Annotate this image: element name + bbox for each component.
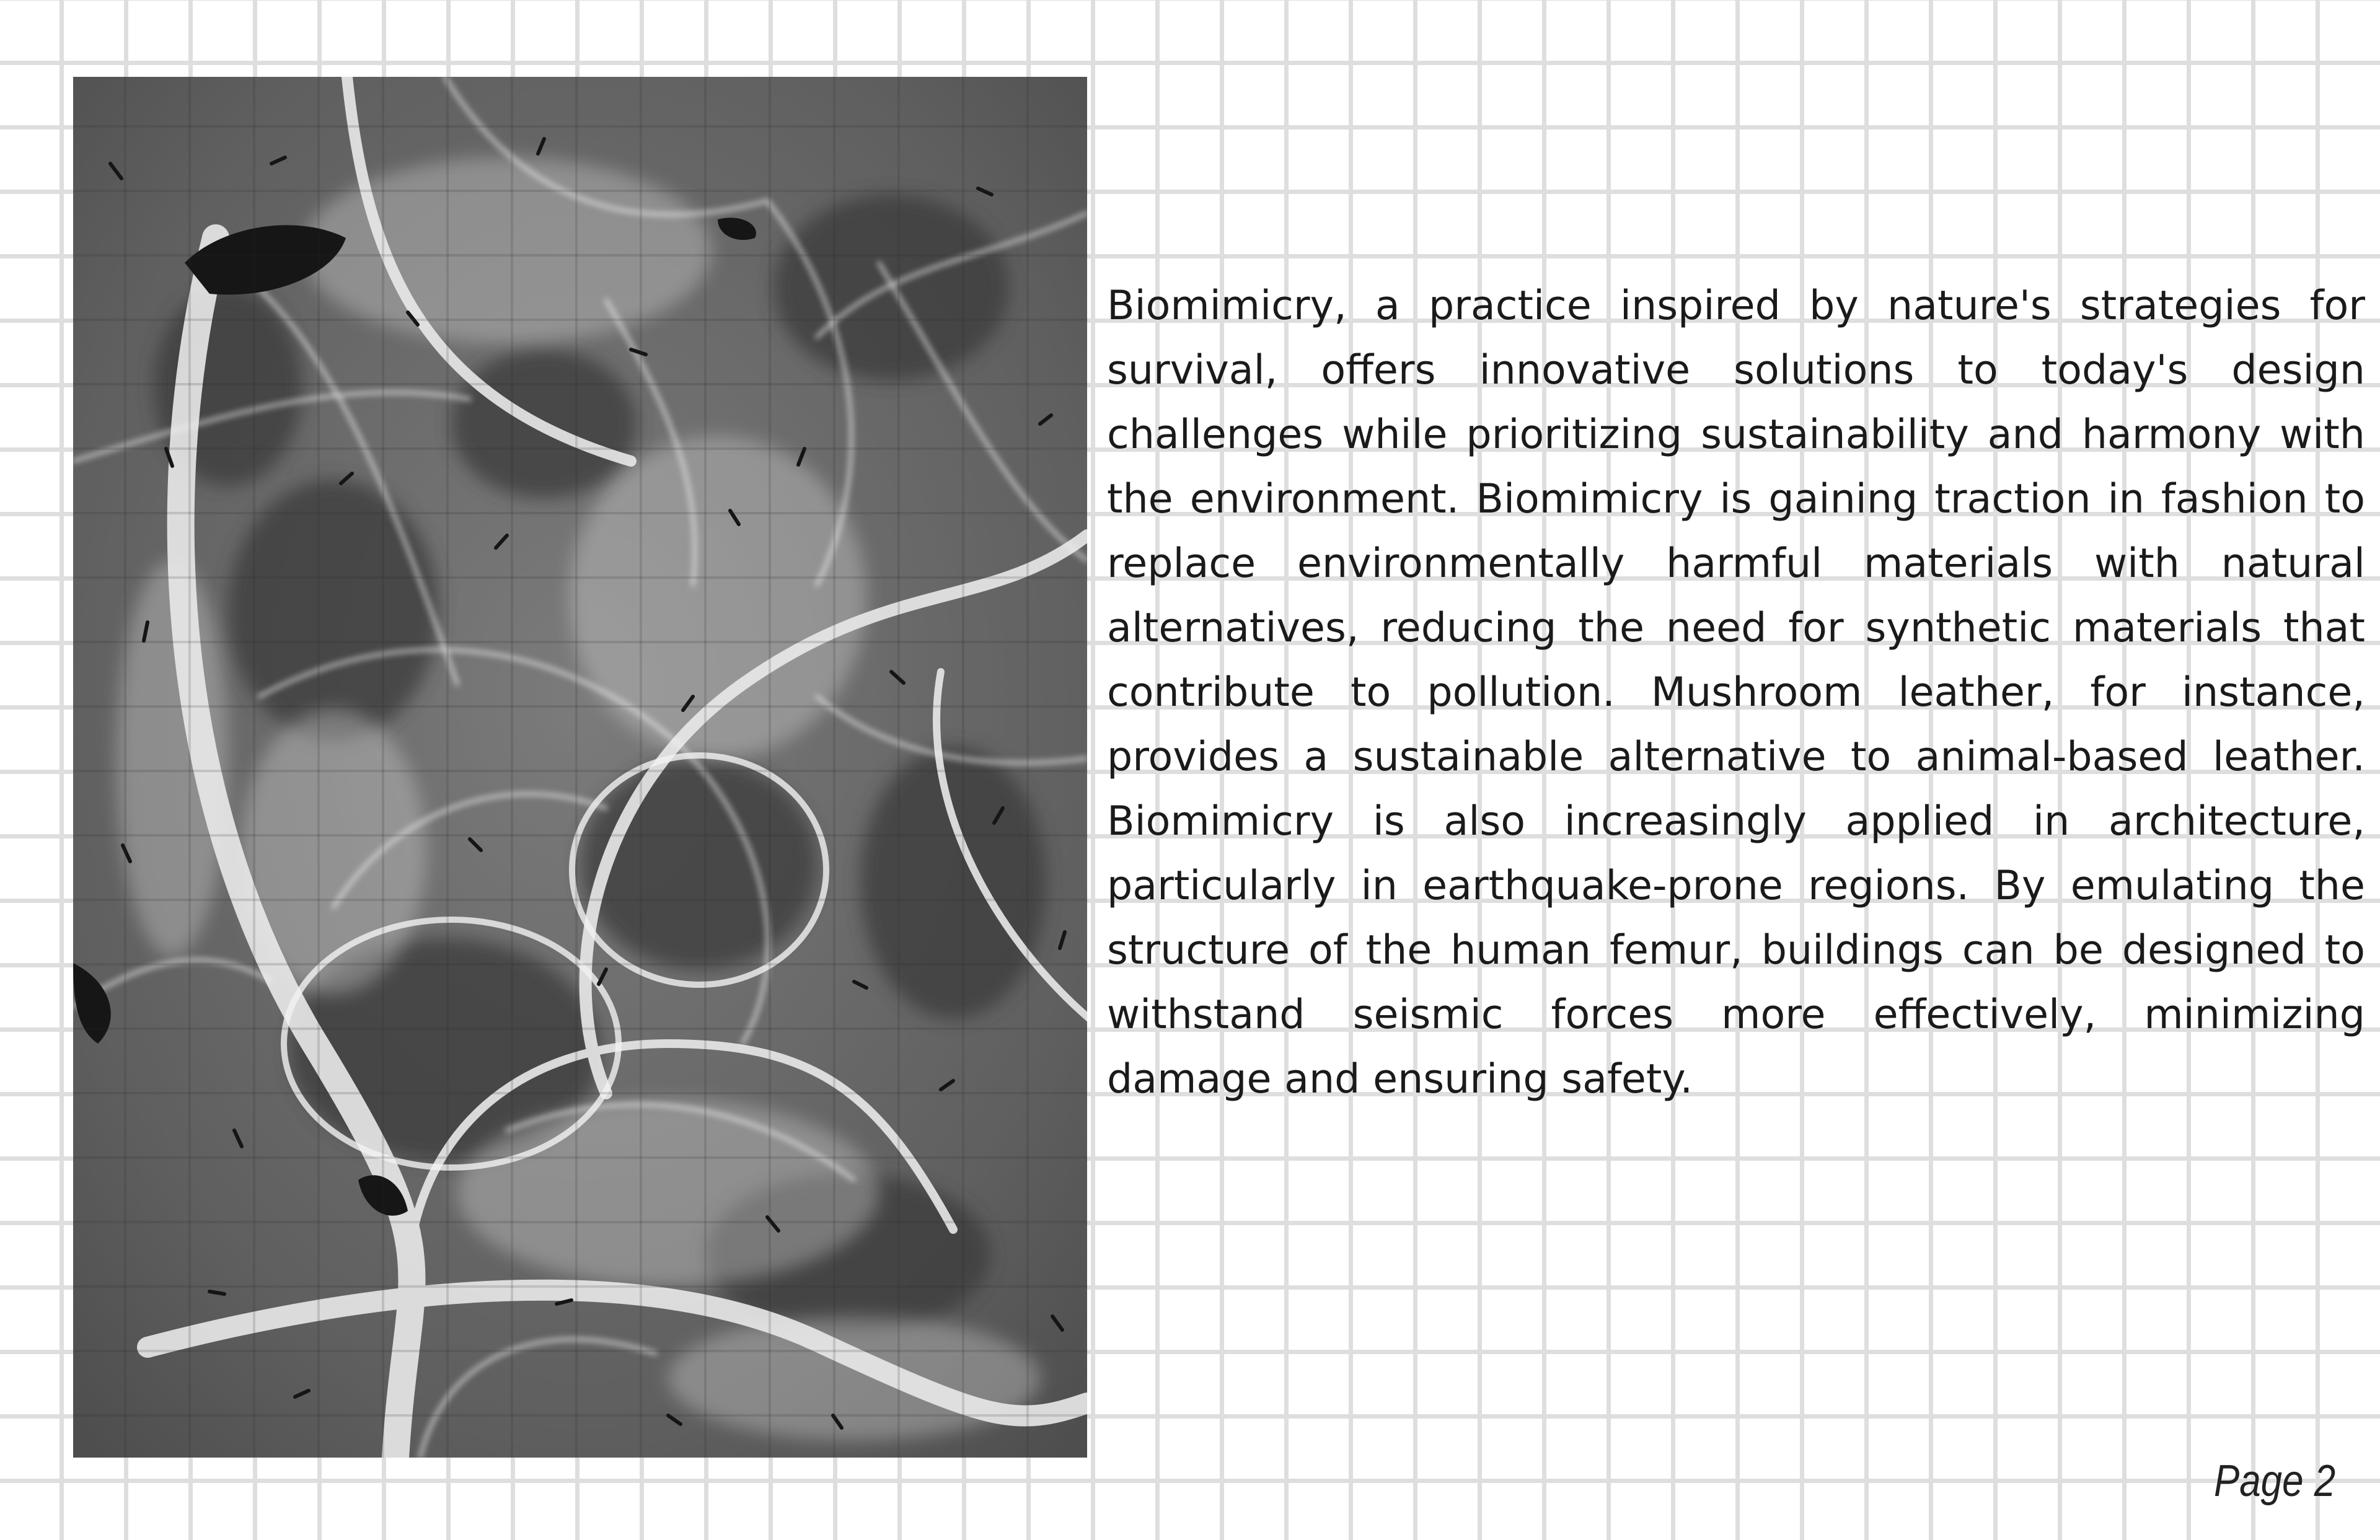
body-paragraph: Biomimicry, a practice inspired by nature's strategies for survival, offers innovative solutions to today's design challenges while prioritizing sustainability and harmony with the environment. Biomimicry is gaining traction in fashion to replace environmentally harmful materials with natural alternatives, reducing the need for synthetic materials that contribute to pollution. Mushroom leather, for instance, provides a sustainable alternative to animal-based leather. Biomimicry is also increasingly applied in architecture, particularly in earthquake-prone regions. By emulating the structure of the human femur, buildings can be designed to withstand seismic forces more effectively, minimizing damage and ensuring safety.	[1107, 283, 2365, 1102]
mycelium-photo	[73, 77, 1087, 1458]
page-number: Page 2	[2213, 1456, 2335, 1506]
